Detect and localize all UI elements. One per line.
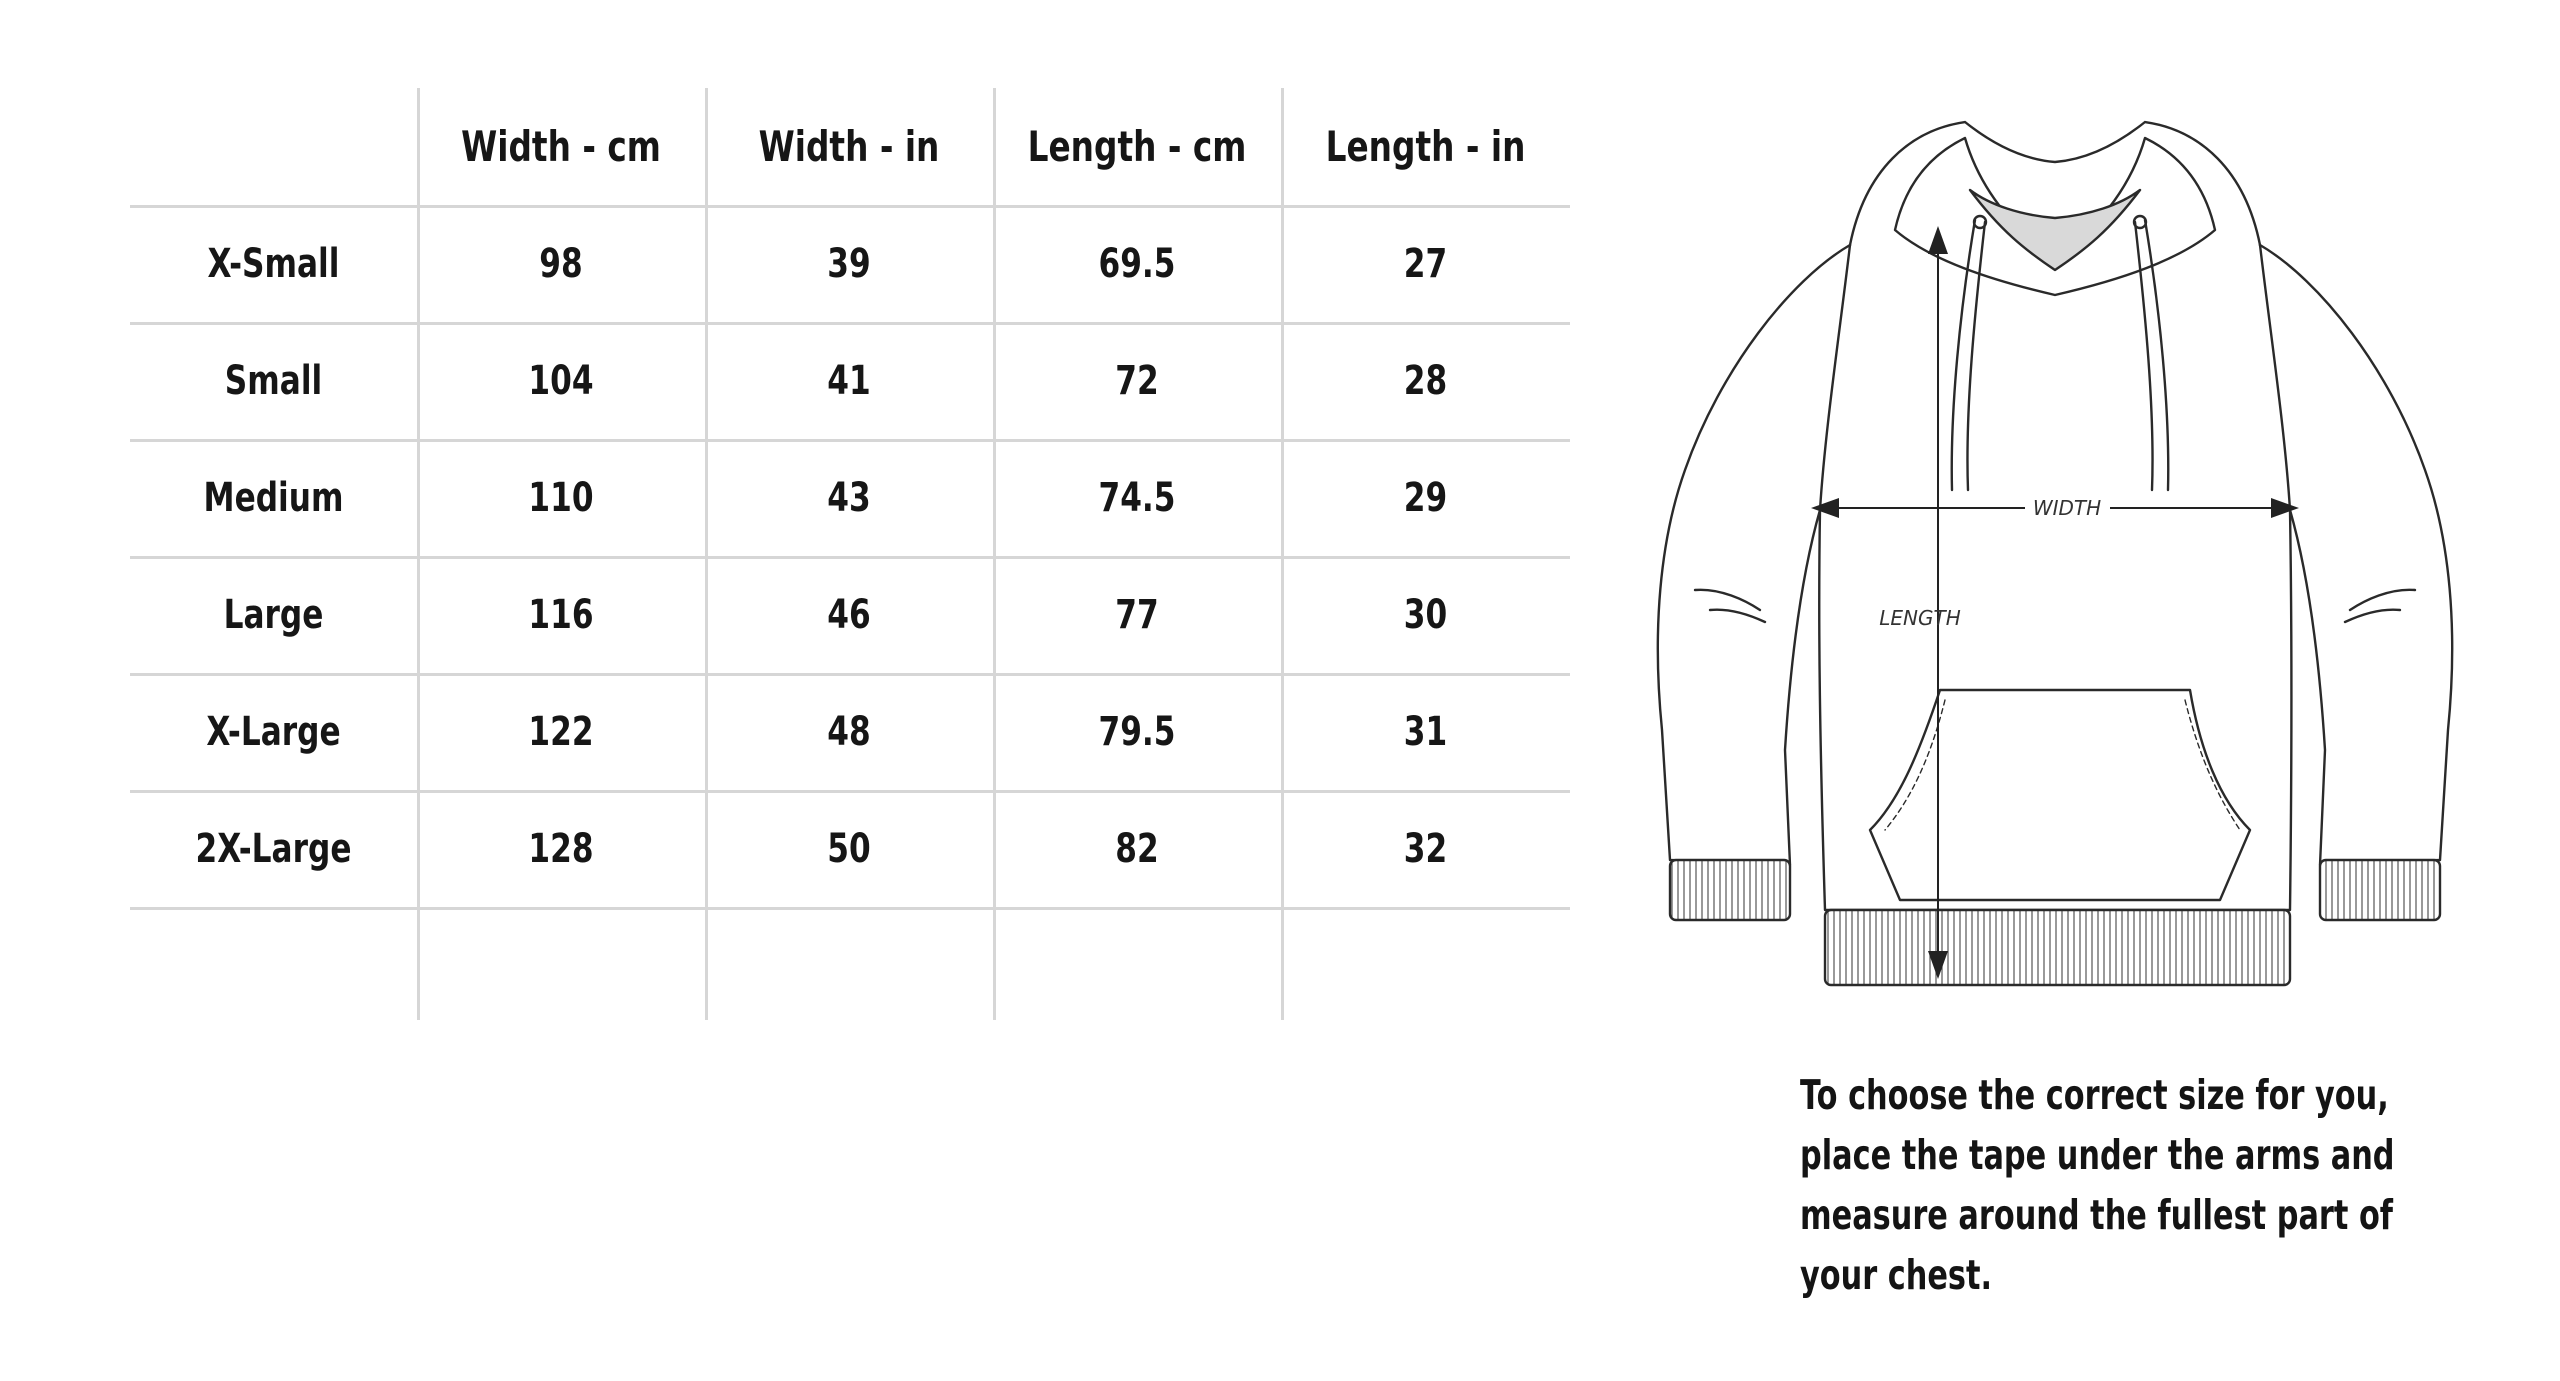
column-header-length-cm: Length - cm bbox=[1027, 122, 1247, 171]
length-in-value: 27 bbox=[1403, 240, 1448, 287]
width-cm-value: 110 bbox=[528, 474, 594, 521]
length-cm-value: 77 bbox=[1115, 591, 1159, 638]
size-label: X-Large bbox=[206, 708, 341, 755]
width-cm-value: 116 bbox=[528, 591, 594, 638]
instruction-line: measure around the fullest part of bbox=[1800, 1191, 2393, 1239]
length-label: LENGTH bbox=[1879, 606, 1961, 630]
width-in-value: 46 bbox=[827, 591, 871, 638]
table-column-divider bbox=[993, 88, 996, 1020]
width-in-value: 41 bbox=[827, 357, 871, 404]
instruction-line: your chest. bbox=[1800, 1251, 1992, 1299]
width-in-value: 39 bbox=[827, 240, 871, 287]
instruction-line: place the tape under the arms and bbox=[1800, 1131, 2395, 1179]
length-in-value: 30 bbox=[1403, 591, 1448, 638]
width-label: WIDTH bbox=[2032, 496, 2102, 520]
size-chart-table bbox=[130, 88, 1570, 1020]
width-cm-value: 122 bbox=[528, 708, 594, 755]
width-cm-value: 104 bbox=[528, 357, 594, 404]
size-label: 2X-Large bbox=[195, 825, 352, 872]
length-in-value: 28 bbox=[1403, 357, 1448, 404]
width-in-value: 43 bbox=[827, 474, 871, 521]
length-cm-value: 72 bbox=[1115, 357, 1159, 404]
hoodie-outline-icon bbox=[1640, 110, 2470, 1000]
width-cm-value: 98 bbox=[539, 240, 583, 287]
table-column-divider bbox=[1281, 88, 1284, 1020]
length-in-value: 31 bbox=[1403, 708, 1448, 755]
length-cm-value: 69.5 bbox=[1098, 240, 1176, 287]
column-header-length-in: Length - in bbox=[1325, 122, 1526, 171]
width-in-value: 50 bbox=[827, 825, 871, 872]
column-header-width-in: Width - in bbox=[758, 122, 940, 171]
column-header-width-cm: Width - cm bbox=[461, 122, 661, 171]
table-column-divider bbox=[417, 88, 420, 1020]
length-cm-value: 79.5 bbox=[1098, 708, 1176, 755]
size-label: Medium bbox=[203, 474, 344, 521]
length-cm-value: 82 bbox=[1115, 825, 1159, 872]
size-label: Small bbox=[224, 357, 323, 404]
length-cm-value: 74.5 bbox=[1098, 474, 1176, 521]
measuring-instructions bbox=[1800, 1065, 2395, 1305]
length-in-value: 29 bbox=[1403, 474, 1448, 521]
size-label: Large bbox=[223, 591, 324, 638]
length-in-value: 32 bbox=[1403, 825, 1448, 872]
instruction-line: To choose the correct size for you, bbox=[1800, 1071, 2389, 1119]
width-in-value: 48 bbox=[827, 708, 871, 755]
table-row-divider bbox=[130, 907, 1570, 910]
width-cm-value: 128 bbox=[528, 825, 594, 872]
size-label: X-Small bbox=[207, 240, 340, 287]
table-column-divider bbox=[705, 88, 708, 1020]
